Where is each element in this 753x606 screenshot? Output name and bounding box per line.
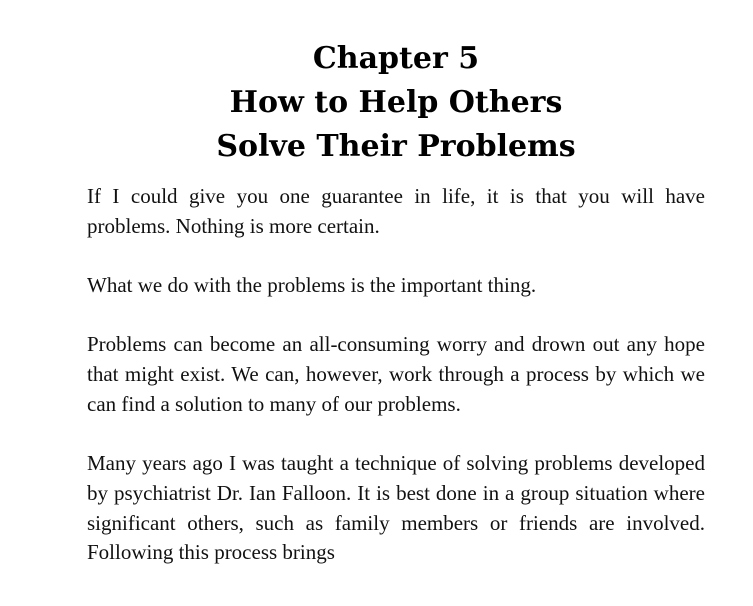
paragraph: What we do with the problems is the important thing. bbox=[87, 273, 537, 298]
paragraph: Problems can become an all-consuming worry and drown out any hope that might exist. We can, however, work through a process by which we can find a solution to many of our problems. bbox=[87, 332, 705, 416]
paragraph: Many years ago I was taught a technique of solving problems developed by psychiatrist Dr. Ian Falloon. It is best done in a group situation where significant others, such as family members or friends are involved. Following this process brings bbox=[87, 451, 705, 565]
chapter-heading bbox=[0, 37, 753, 169]
chapter-title-line-2: Solve Their Problems bbox=[216, 129, 576, 164]
chapter-body bbox=[87, 182, 705, 598]
paragraph: If I could give you one guarantee in life, it is that you will have problems. Nothing is more certain. bbox=[87, 184, 705, 238]
chapter-number: Chapter 5 bbox=[312, 41, 480, 76]
chapter-title-line-1: How to Help Others bbox=[229, 85, 563, 120]
cut-off-text-line bbox=[87, 600, 307, 606]
